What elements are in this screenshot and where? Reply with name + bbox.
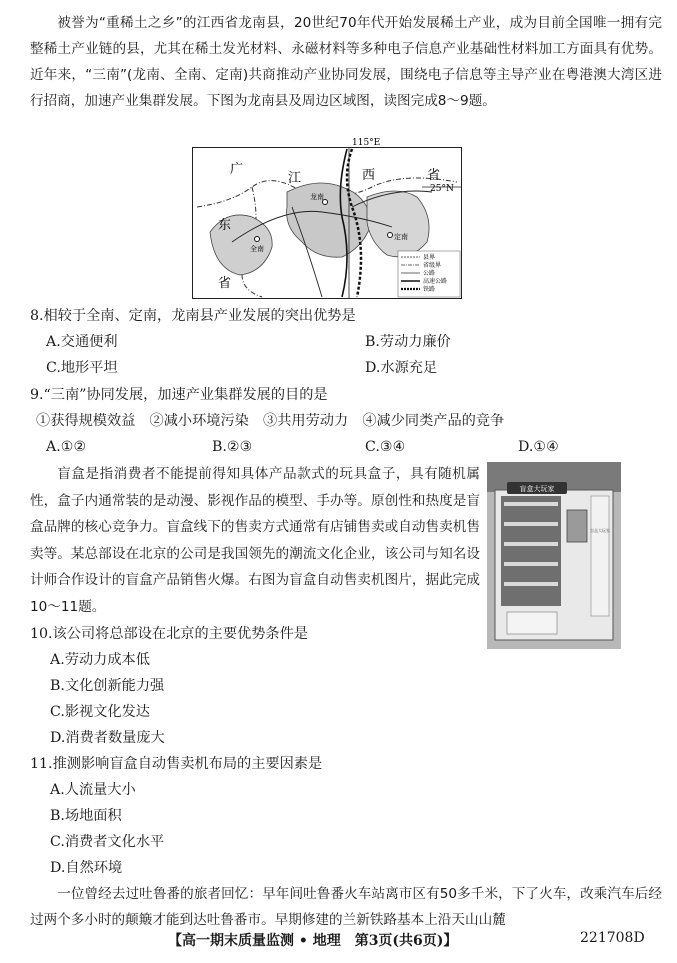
footer-code: 221708D: [580, 930, 645, 946]
q8-option-d[interactable]: D.水源充足: [365, 360, 438, 376]
question-11-stem: 11.推测影响盲盒自动售卖机布局的主要因素是: [30, 756, 323, 772]
q9-items: ①获得规模效益 ②减小环境污染 ③共用劳动力 ④减少同类产品的竞争: [36, 413, 505, 429]
question-10-stem: 10.该公司将总部设在北京的主要优势条件是: [30, 626, 308, 642]
machine-side-sign: 盲盒大玩家: [590, 528, 610, 533]
vending-machine-photo: [487, 462, 621, 649]
q8-option-c[interactable]: C.地形平坦: [46, 360, 118, 376]
passage-blindbox: 盲盒是指消费者不能提前得知具体产品款式的玩具盒子，具有随机属性，盒子内通常装的是动漫、影视作品的模型、手办等。原创性和热度是盲盒品牌的核心竞争力。盲盒线下的售卖方式通常有店铺售卖或自动售卖机售卖等。某总部设在北京的公司是我国领先的潮流文化企业，该公司与知名设计师合作设计的盲盒产品销售火爆。右图为盲盒自动售卖机图片，据此完成10～11题。: [30, 466, 480, 615]
longnan-region-map: [192, 138, 462, 299]
lon-label: 115°E: [352, 138, 381, 148]
footer-title: 【高一期末质量监测 • 地理 第3页(共6页)】: [168, 933, 458, 949]
question-9-stem: 9.“三南”协同发展，加速产业集群发展的目的是: [30, 387, 328, 403]
label-guang: 广: [230, 162, 244, 177]
label-sheng2: 省: [218, 276, 232, 291]
q11-option-d[interactable]: D.自然环境: [50, 860, 123, 876]
label-jiang: 江: [288, 171, 302, 186]
svg-text:高速公路: 高速公路: [423, 278, 448, 285]
q9-option-d[interactable]: D.①④: [518, 439, 559, 455]
question-8-stem: 8.相较于全南、定南，龙南县产业发展的突出优势是: [30, 308, 356, 324]
page-footer: [0, 930, 677, 952]
svg-text:县界: 县界: [423, 254, 436, 261]
svg-text:省级界: 省级界: [423, 262, 442, 269]
q9-option-a[interactable]: A.①②: [46, 439, 87, 455]
q10-option-d[interactable]: D.消费者数量庞大: [50, 730, 165, 746]
q8-option-b[interactable]: B.劳动力廉价: [365, 334, 451, 350]
label-longnan: 龙南: [310, 193, 324, 201]
passage-turpan: 一位曾经去过吐鲁番的旅者回忆：早年间吐鲁番火车站离市区有50多千米，下了火车，改乘汽车后经过两个多小时的颠簸才能到达吐鲁番市。早期修建的兰新铁路基本上沿天山山麓: [30, 886, 662, 928]
q11-option-a[interactable]: A.人流量大小: [50, 782, 136, 798]
label-quannan: 全南: [250, 245, 264, 253]
q9-option-b[interactable]: B.②③: [212, 439, 253, 455]
q8-option-a[interactable]: A.交通便利: [46, 334, 118, 350]
q10-option-b[interactable]: B.文化创新能力强: [50, 678, 165, 694]
label-xi: 西: [362, 168, 376, 183]
machine-sign: 盲盒大玩家: [519, 485, 555, 493]
q11-option-c[interactable]: C.消费者文化水平: [50, 834, 165, 850]
label-sheng1: 省: [427, 168, 441, 183]
lat-label: 25°N: [430, 184, 454, 194]
label-dingnan: 定南: [394, 233, 408, 241]
label-dong: 东: [218, 218, 232, 233]
q11-option-b[interactable]: B.场地面积: [50, 808, 122, 824]
q9-option-c[interactable]: C.③④: [365, 439, 406, 455]
q10-option-c[interactable]: C.影视文化发达: [50, 704, 150, 720]
q10-option-a[interactable]: A.劳动力成本低: [50, 652, 150, 668]
passage-longnan: 被誉为“重稀土之乡”的江西省龙南县，20世纪70年代开始发展稀土产业，成为目前全国唯一拥有完整稀土产业链的县，尤其在稀土发光材料、永磁材料等多种电子信息产业基础性材料加工方面具有优势。近年来，“三南”(龙南、全南、定南)共商推动产业协同发展，围绕电子信息等主导产业在粤港澳大湾区进行招商，加速产业集群发展。下图为龙南县及周边区域图，读图完成8～9题。: [30, 15, 662, 109]
svg-text:公路: 公路: [423, 270, 436, 277]
svg-text:铁路: 铁路: [423, 286, 436, 293]
